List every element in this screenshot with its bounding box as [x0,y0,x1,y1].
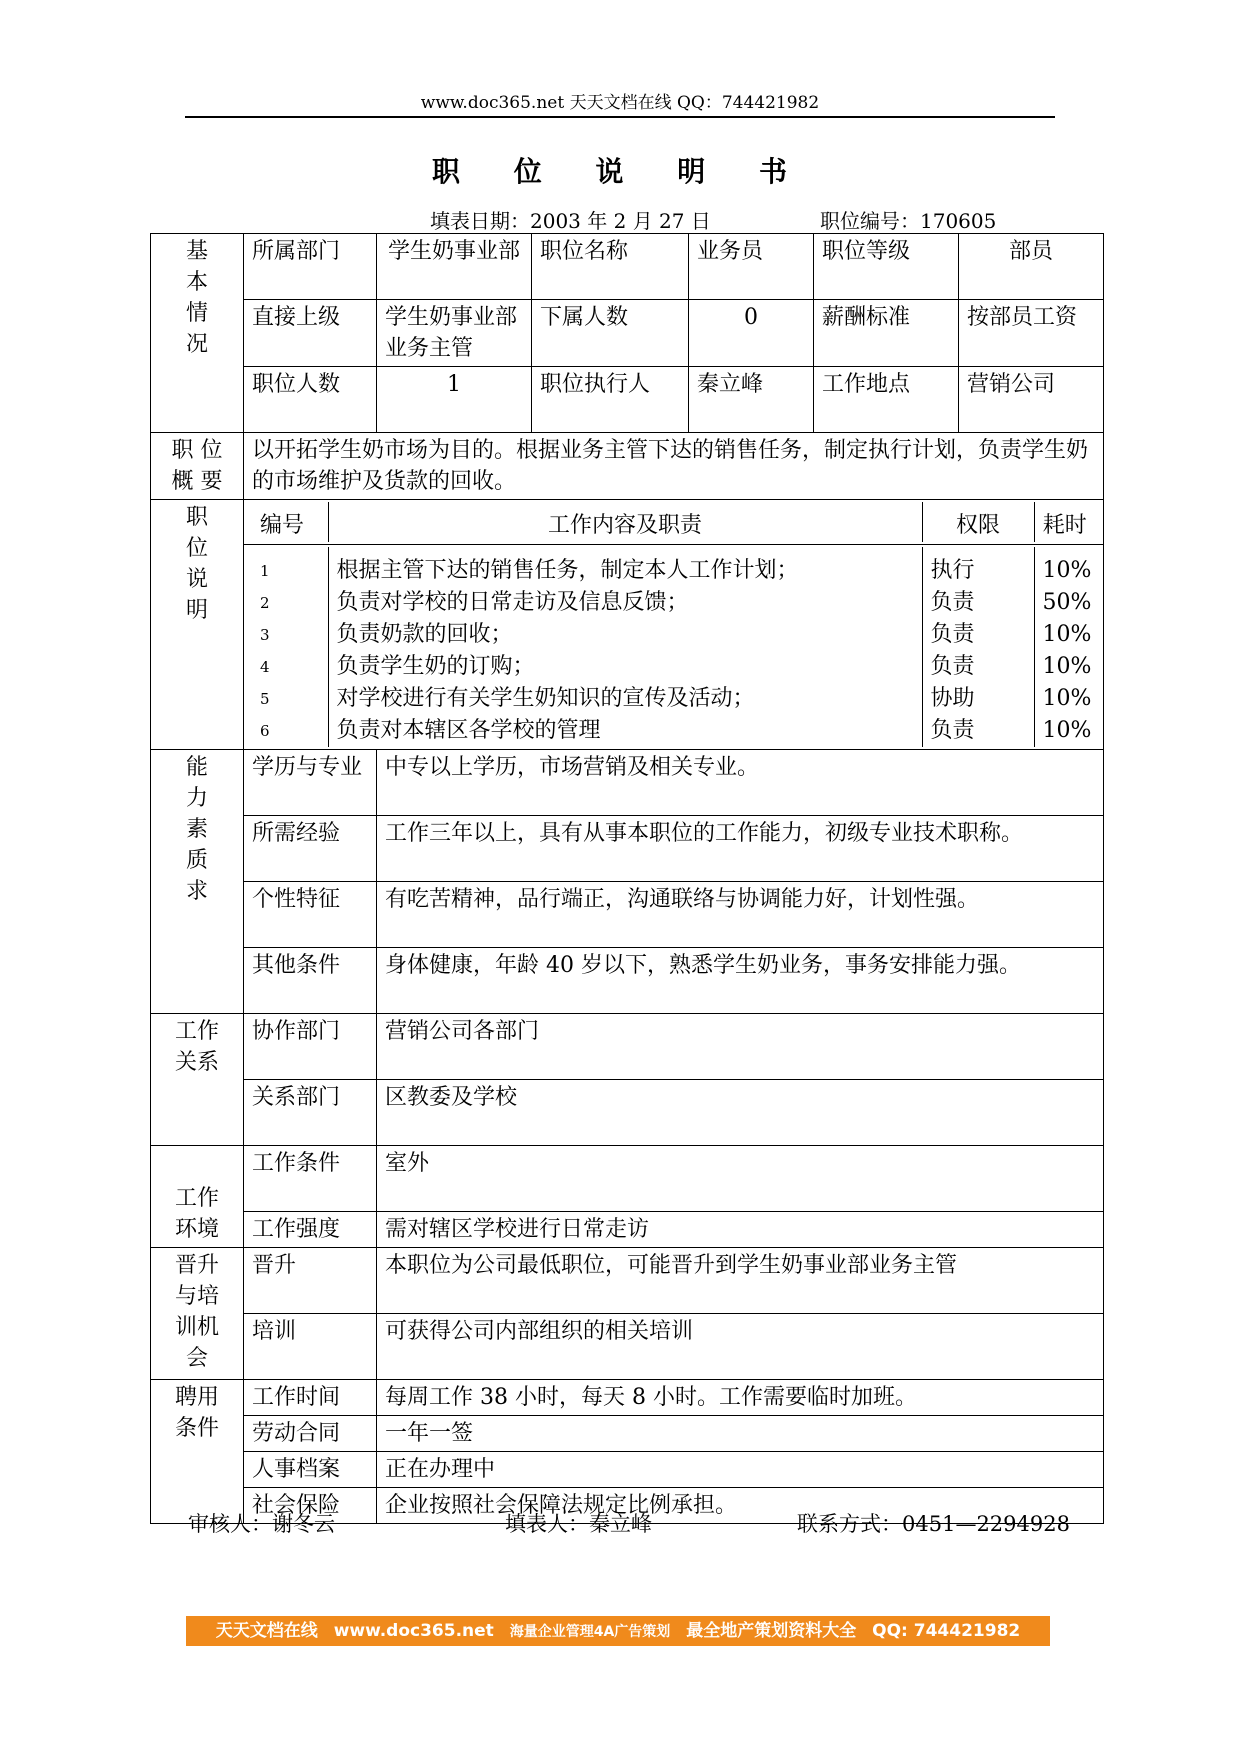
label-conditions: 工作条件 [244,1146,377,1212]
page-header: www.doc365.net 天天文档在线 QQ：744421982 [420,93,820,113]
table-row: 2 负责对学校的日常走访及信息反馈； 负责 50% [252,587,1095,619]
label-superior: 直接上级 [244,300,377,367]
value-conditions: 室外 [377,1146,1104,1212]
table-row: 3 负责奶款的回收； 负责 10% [252,619,1095,651]
label-executor: 职位执行人 [532,367,689,433]
label-salary: 薪酬标准 [814,300,959,367]
filler: 填表人：秦立峰 [505,1512,652,1536]
value-department: 学生奶事业部 [377,234,532,300]
value-social-insurance: 企业按照社会保障法规定比例承担。 [377,1488,1104,1524]
section-promotion: 晋升 与培 训机 会 [151,1248,244,1380]
section-duties: 职 位 说 明 [151,500,244,750]
value-personality: 有吃苦精神，品行端正，沟通联络与协调能力好，计划性强。 [377,882,1104,948]
section-basic: 基 本 情 况 [151,234,244,433]
duties-list [252,547,1095,747]
value-contract: 一年一签 [377,1416,1104,1452]
label-subordinates: 下属人数 [532,300,689,367]
label-relation-dept: 关系部门 [244,1080,377,1146]
position-code: 职位编号：170605 [820,209,997,233]
duties-header [252,502,1095,542]
value-education: 中专以上学历，市场营销及相关专业。 [377,750,1104,816]
header-divider [185,116,1055,118]
value-location: 营销公司 [959,367,1104,433]
label-headcount: 职位人数 [244,367,377,433]
label-social-insurance: 社会保险 [244,1488,377,1524]
label-location: 工作地点 [814,367,959,433]
value-cooperation: 营销公司各部门 [377,1014,1104,1080]
table-row: 1 根据主管下达的销售任务，制定本人工作计划； 执行 10% [252,547,1095,587]
label-education: 学历与专业 [244,750,377,816]
label-experience: 所需经验 [244,816,377,882]
summary-text: 以开拓学生奶市场为目的。根据业务主管下达的销售任务，制定执行计划，负责学生奶的市场维护及货款的回收。 [244,433,1104,500]
label-personnel-file: 人事档案 [244,1452,377,1488]
value-executor: 秦立峰 [689,367,814,433]
section-summary: 职 位 概 要 [151,433,244,500]
fill-date: 填表日期：2003 年 2 月 27 日 [430,209,711,233]
duty-header-time: 耗时 [1042,513,1087,538]
label-promotion: 晋升 [244,1248,377,1314]
value-position-level: 部员 [959,234,1104,300]
duty-header-authority: 权限 [922,502,1034,542]
section-environment: 工作 环境 [151,1146,244,1248]
table-row: 6 负责对本辖区各学校的管理 负责 10% [252,715,1095,747]
label-other: 其他条件 [244,948,377,1014]
reviewer: 审核人：谢冬云 [188,1512,335,1536]
label-personality: 个性特征 [244,882,377,948]
value-position-name: 业务员 [689,234,814,300]
label-cooperation: 协作部门 [244,1014,377,1080]
value-experience: 工作三年以上，具有从事本职位的工作能力，初级专业技术职称。 [377,816,1104,882]
section-employment: 聘用 条件 [151,1380,244,1524]
duty-header-content: 工作内容及职责 [328,502,922,542]
value-superior: 学生奶事业部业务主管 [377,300,532,367]
job-description-table [150,233,1104,1524]
duty-header-no: 编号 [252,502,328,542]
label-position-level: 职位等级 [814,234,959,300]
label-department: 所属部门 [244,234,377,300]
value-personnel-file: 正在办理中 [377,1452,1104,1488]
value-training: 可获得公司内部组织的相关培训 [377,1314,1104,1380]
label-training: 培训 [244,1314,377,1380]
table-row: 4 负责学生奶的订购； 负责 10% [252,651,1095,683]
value-subordinates: 0 [689,300,814,367]
contact: 联系方式：0451—2294928 [797,1512,1070,1536]
value-other: 身体健康，年龄 40 岁以下，熟悉学生奶业务，事务安排能力强。 [377,948,1104,1014]
label-contract: 劳动合同 [244,1416,377,1452]
label-position-name: 职位名称 [532,234,689,300]
label-intensity: 工作强度 [244,1212,377,1248]
value-intensity: 需对辖区学校进行日常走访 [377,1212,1104,1248]
table-row: 5 对学校进行有关学生奶知识的宣传及活动； 协助 10% [252,683,1095,715]
label-work-hours: 工作时间 [244,1380,377,1416]
section-relation: 工作 关系 [151,1014,244,1146]
value-salary: 按部员工资 [959,300,1104,367]
value-work-hours: 每周工作 38 小时，每天 8 小时。工作需要临时加班。 [377,1380,1104,1416]
value-headcount: 1 [377,367,532,433]
value-relation-dept: 区教委及学校 [377,1080,1104,1146]
document-title: 职 位 说 明 书 [432,155,809,188]
footer-banner: 天天文档在线 www.doc365.net 海量企业管理4A广告策划 最全地产策划资料大全 QQ: 744421982 [186,1616,1050,1646]
section-ability: 能 力 素 质 求 [151,750,244,1014]
value-promotion: 本职位为公司最低职位，可能晋升到学生奶事业部业务主管 [377,1248,1104,1314]
